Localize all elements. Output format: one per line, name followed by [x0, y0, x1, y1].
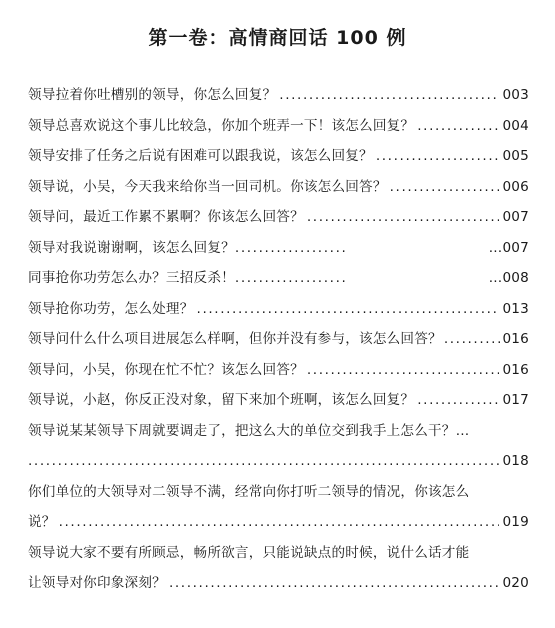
toc-entry[interactable] — [28, 324, 529, 355]
toc-entry-page: 020 — [502, 575, 529, 591]
toc-entry-page: 016 — [502, 361, 529, 378]
leader-dots — [235, 233, 345, 264]
toc-entry-text: 同事抢你功劳怎么办？三招反杀！ — [28, 270, 235, 286]
toc-entry-text: 你们单位的大领导对二领导不满，经常向你打听二领导的情况，你该怎么 — [28, 483, 470, 500]
toc-entry[interactable] — [28, 385, 529, 416]
leader-dots — [390, 172, 500, 203]
toc-entry[interactable] — [28, 141, 529, 172]
toc-entry-text: 领导说，小吴，今天我来给你当一回司机。你该怎么回答？ — [28, 178, 387, 195]
toc-entry-page: 005 — [502, 148, 529, 164]
toc-entry[interactable] — [28, 172, 529, 203]
toc-entry-text: 领导问，最近工作累不累啊？你该怎么回答？ — [28, 209, 304, 225]
toc-entry-page: 018 — [502, 453, 529, 469]
toc-entry-page: 007 — [502, 209, 529, 225]
leader-dots — [279, 80, 499, 111]
toc-entry[interactable] — [28, 294, 529, 325]
toc-entry-page: 013 — [502, 300, 529, 317]
toc-entry[interactable] — [28, 233, 529, 264]
leader-dots — [169, 568, 500, 599]
leader-dots — [307, 202, 500, 233]
toc-entry-text: 让领导对你印象深刻？ — [28, 575, 166, 591]
toc-entry-text: 领导问什么什么项目进展怎么样啊，但你并没有参与，该怎么回答？ — [28, 331, 442, 347]
leader-dots — [197, 294, 500, 325]
toc-entry-text: 领导拉着你吐槽别的领导，你怎么回复？ — [28, 87, 277, 103]
leader-dots — [59, 507, 500, 538]
toc-entry[interactable] — [28, 355, 529, 386]
toc-entry-text: 领导安排了任务之后说有困难可以跟我说，该怎么回复？ — [28, 148, 373, 164]
toc-entry-page: 016 — [502, 331, 529, 347]
toc-entry[interactable] — [28, 477, 529, 538]
leader-dots — [417, 385, 499, 416]
toc-entry-page: 017 — [502, 392, 529, 408]
toc-entry-page: 004 — [502, 117, 529, 134]
leader-dots — [235, 263, 345, 294]
toc-entry-text: 领导抢你功劳，怎么处理？ — [28, 300, 194, 317]
toc-entry-text: 领导说，小赵，你反正没对象，留下来加个班啊，该怎么回复？ — [28, 392, 415, 408]
toc-entry-page: …008 — [488, 270, 529, 286]
toc-entry-page: …007 — [488, 239, 529, 256]
toc-entry[interactable] — [28, 80, 529, 111]
toc-entry-text: 领导说某某领导下周就要调走了，把这么大的单位交到我手上怎么干？… — [28, 422, 470, 439]
toc-entry-text: 领导总喜欢说这个事儿比较急，你加个班弄一下！该怎么回复？ — [28, 117, 415, 134]
toc-entry-text: 领导问，小吴，你现在忙不忙？该怎么回答？ — [28, 361, 304, 378]
toc-entry[interactable] — [28, 111, 529, 142]
leader-dots — [376, 141, 500, 172]
toc-entry-text: 领导对我说谢谢啊，该怎么回复？ — [28, 239, 235, 256]
toc-entry[interactable] — [28, 263, 529, 294]
page-title: 第一卷：高情商回话 100 例 — [148, 27, 407, 49]
toc-entry-text: 说？ — [28, 514, 56, 530]
toc-entry-page: 019 — [502, 514, 529, 530]
leader-dots — [417, 111, 499, 142]
leader-dots — [307, 355, 500, 386]
toc-entry-page: 006 — [502, 178, 529, 195]
leader-dots — [444, 324, 501, 355]
toc-entry[interactable] — [28, 538, 529, 599]
toc-entry-page: 003 — [502, 87, 529, 103]
leader-dots — [28, 446, 499, 477]
toc-entry[interactable] — [28, 416, 529, 477]
table-of-contents — [28, 80, 529, 599]
toc-entry[interactable] — [28, 202, 529, 233]
toc-entry-text: 领导说大家不要有所顾忌，畅所欲言，只能说缺点的时候，说什么话才能 — [28, 544, 470, 561]
